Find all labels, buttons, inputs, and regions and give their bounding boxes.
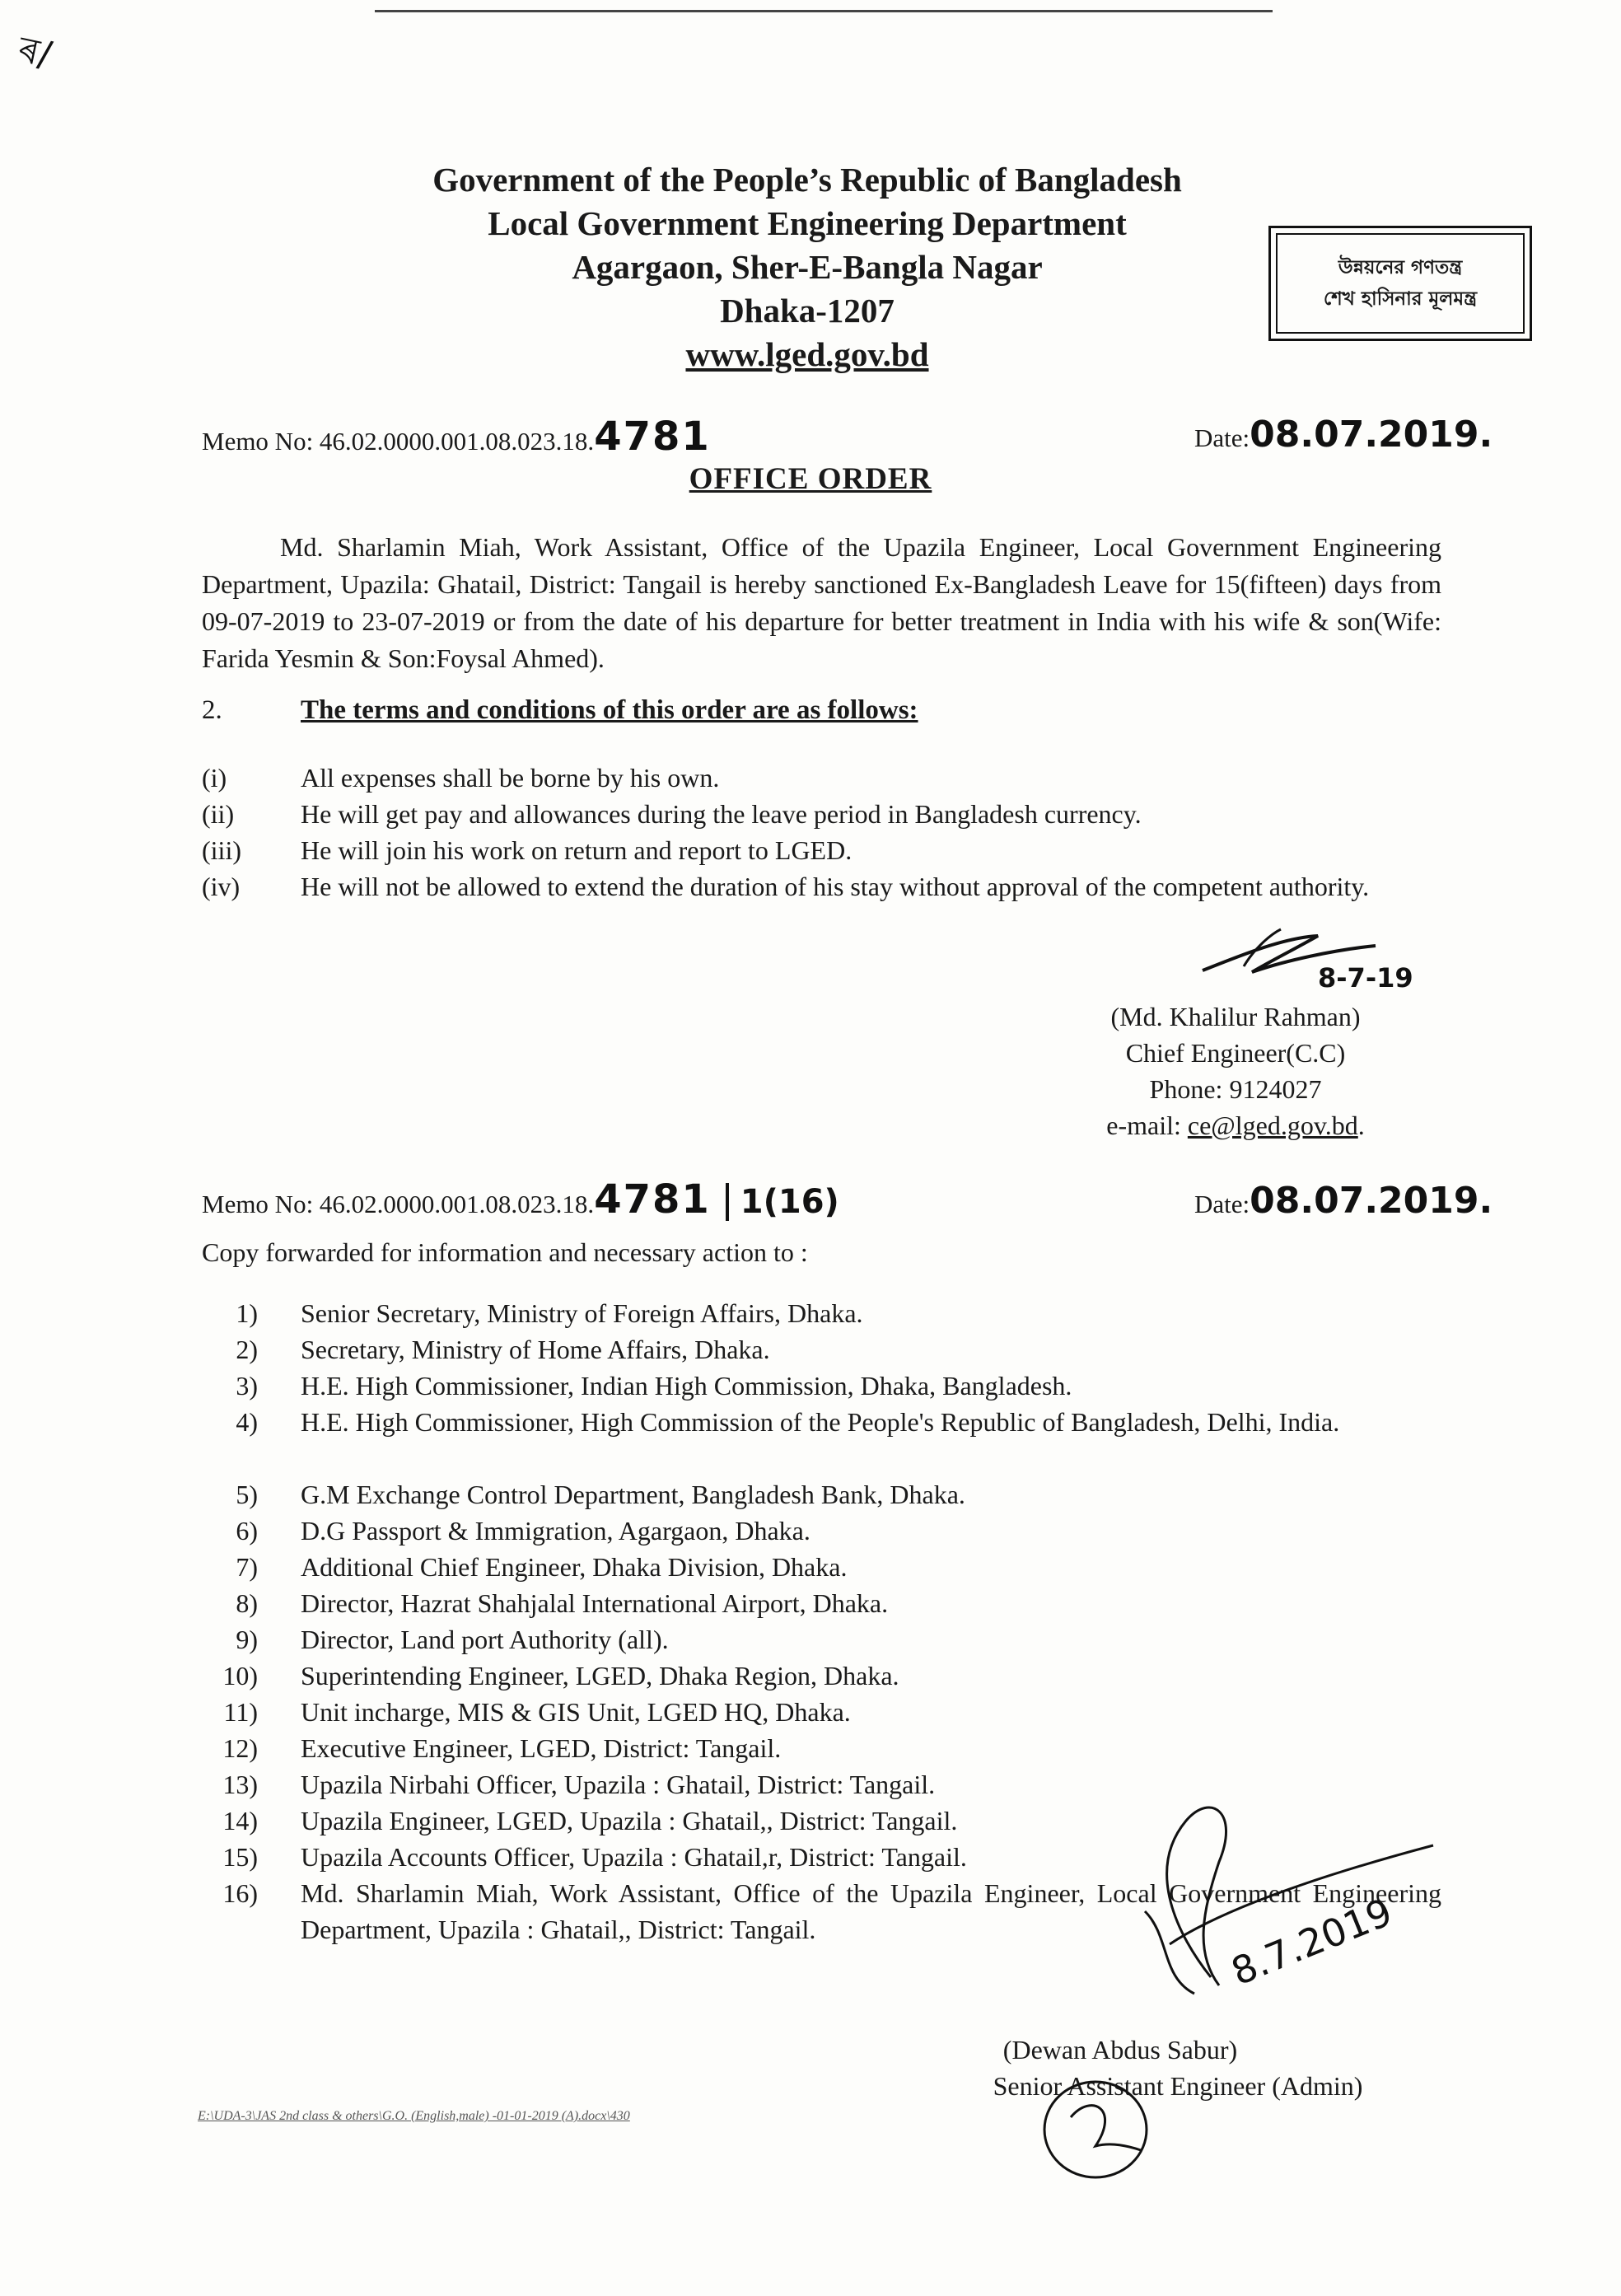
- recipient-text: Executive Engineer, LGED, District: Tangail.: [301, 1733, 782, 1763]
- copy-forward-intro: Copy forwarded for information and necessary action to :: [202, 1237, 808, 1267]
- recipient-text: Secretary, Ministry of Home Affairs, Dhaka.: [301, 1335, 770, 1364]
- memo-2-date-label: Date:: [1194, 1190, 1250, 1218]
- recipient-number: 5): [236, 1480, 258, 1509]
- recipient-text: H.E. High Commissioner, Indian High Commission, Dhaka, Bangladesh.: [301, 1371, 1072, 1401]
- signature-1-date: 8-7-19: [1318, 962, 1413, 994]
- signatory-1-phone: Phone: 9124027: [1149, 1074, 1322, 1104]
- office-order-title: OFFICE ORDER: [689, 462, 932, 496]
- recipient-number: 9): [236, 1625, 258, 1654]
- header-government: Government of the People’s Republic of Bangladesh: [432, 161, 1182, 199]
- condition-text: He will get pay and allowances during the leave period in Bangladesh currency.: [301, 799, 1142, 829]
- corner-handwritten-note: ৰ/: [14, 28, 56, 77]
- header-address: Agargaon, Sher-E-Bangla Nagar: [572, 248, 1043, 286]
- recipient-text: Upazila Engineer, LGED, Upazila : Ghatail,, District: Tangail.: [301, 1806, 958, 1835]
- memo-2-date-line: [1194, 1180, 1493, 1222]
- recipient-text: D.G Passport & Immigration, Agargaon, Dhaka.: [301, 1516, 810, 1545]
- signatory-1-name: (Md. Khalilur Rahman): [1110, 1002, 1361, 1031]
- stamp-line-2: শেখ হাসিনার মূলমন্ত্র: [1323, 288, 1478, 310]
- recipient-text: H.E. High Commissioner, High Commission of the People's Republic of Bangladesh, Delhi, India.: [301, 1407, 1340, 1437]
- signatory-2-name: (Dewan Abdus Sabur): [1002, 2035, 1238, 2065]
- recipient-text: Upazila Accounts Officer, Upazila : Ghatail,r, District: Tangail.: [301, 1842, 967, 1872]
- recipient-number: 13): [222, 1770, 258, 1799]
- memo-date-label: Date:: [1194, 423, 1250, 452]
- condition-number: (iii): [202, 835, 241, 865]
- email-link[interactable]: ce@lged.gov.bd: [1187, 1111, 1358, 1140]
- memo-number-line: [202, 414, 711, 460]
- recipient-text: Upazila Nirbahi Officer, Upazila : Ghatail, District: Tangail.: [301, 1770, 936, 1799]
- condition-number: (iv): [202, 872, 241, 901]
- recipient-text: Unit incharge, MIS & GIS Unit, LGED HQ, Dhaka.: [301, 1697, 851, 1727]
- memo-2-handwritten-number: 4781: [594, 1176, 711, 1223]
- signatory-1-email-line: [1038, 1107, 1433, 1143]
- condition-text: All expenses shall be borne by his own.: [301, 763, 720, 793]
- recipient-number: 8): [236, 1588, 258, 1618]
- order-body-paragraph: Md. Sharlamin Miah, Work Assistant, Office of the Upazila Engineer, Local Government Engineering Department, Upazila: Ghatail, District: Tangail is hereby sanctioned Ex-Bangladesh Leave for 15(fifteen) days from 09-07-2019 to 23-07-2019 or from the date of his departure for better treatment in India with his wife & son(Wife: Farida Yesmin & Son:Foysal Ahmed).: [202, 532, 1441, 673]
- section-2-heading: The terms and conditions of this order are as follows:: [301, 695, 918, 725]
- recipient-number: 6): [236, 1516, 258, 1545]
- memo-handwritten-number: 4781: [594, 414, 711, 460]
- recipient-text: Superintending Engineer, LGED, Dhaka Region, Dhaka.: [301, 1661, 899, 1690]
- memo-2-handwritten-suffix: 1(16): [726, 1183, 839, 1221]
- memo-handwritten-date: 08.07.2019.: [1250, 414, 1493, 456]
- recipient-text: Additional Chief Engineer, Dhaka Division, Dhaka.: [301, 1552, 848, 1582]
- recipient-number: 3): [236, 1371, 258, 1401]
- header-website-link[interactable]: www.lged.gov.bd: [685, 335, 929, 373]
- recipient-text: Md. Sharlamin Miah, Work Assistant, Office of the Upazila Engineer, Local Government Engineering Department, Upazila : Ghatail,, District: Tangail.: [301, 1878, 1441, 1944]
- recipient-number: 15): [222, 1842, 258, 1872]
- recipient-number: 4): [236, 1407, 258, 1437]
- recipient-text: Director, Hazrat Shahjalal International Airport, Dhaka.: [301, 1588, 889, 1618]
- recipient-number: 11): [223, 1697, 258, 1727]
- recipient-number: 1): [236, 1298, 258, 1328]
- condition-text: He will join his work on return and report to LGED.: [301, 835, 853, 865]
- memo-2-handwritten-date: 08.07.2019.: [1250, 1180, 1493, 1222]
- header-department: Local Government Engineering Department: [488, 204, 1127, 242]
- memo-2-label: Memo No: 46.02.0000.001.08.023.18.: [202, 1190, 595, 1218]
- header-website-wrap: [313, 333, 1301, 376]
- recipient-number: 10): [222, 1661, 258, 1690]
- section-2-number: 2.: [202, 695, 222, 725]
- signatory-1-title: Chief Engineer(C.C): [1125, 1038, 1346, 1068]
- recipient-number: 2): [236, 1335, 258, 1364]
- email-label: e-mail:: [1106, 1111, 1188, 1140]
- condition-number: (ii): [202, 799, 235, 829]
- email-suffix: .: [1357, 1111, 1365, 1140]
- recipient-number: 14): [222, 1806, 258, 1835]
- condition-number: (i): [202, 763, 227, 793]
- slogan-stamp-box: [1268, 226, 1532, 341]
- recipient-text: G.M Exchange Control Department, Bangladesh Bank, Dhaka.: [301, 1480, 965, 1509]
- initials-mark: [1034, 2068, 1174, 2200]
- recipient-text: Senior Secretary, Ministry of Foreign Affairs, Dhaka.: [301, 1298, 863, 1328]
- stamp-line-1: উন্নয়নের গণতন্ত্র: [1338, 257, 1463, 278]
- memo-2-number-line: [202, 1176, 839, 1223]
- header-city: Dhaka-1207: [720, 292, 895, 330]
- recipient-number: 7): [236, 1552, 258, 1582]
- file-path-footer: E:\UDA-3\JAS 2nd class & others\G.O. (English,male) -01-01-2019 (A).docx\430: [198, 2109, 630, 2123]
- condition-text: He will not be allowed to extend the duration of his stay without approval of the competent authority.: [301, 872, 1370, 901]
- recipient-text: Director, Land port Authority (all).: [301, 1625, 669, 1654]
- recipient-number: 12): [222, 1733, 258, 1763]
- signatory-2-title: Senior Assistant Engineer (Admin): [993, 2071, 1363, 2101]
- memo-label: Memo No: 46.02.0000.001.08.023.18.: [202, 427, 595, 456]
- recipient-number: 16): [222, 1878, 258, 1908]
- signature-2-date: 8.7.2019: [1225, 1889, 1399, 1994]
- scan-top-line: [375, 10, 1273, 12]
- memo-date-line: [1194, 414, 1493, 456]
